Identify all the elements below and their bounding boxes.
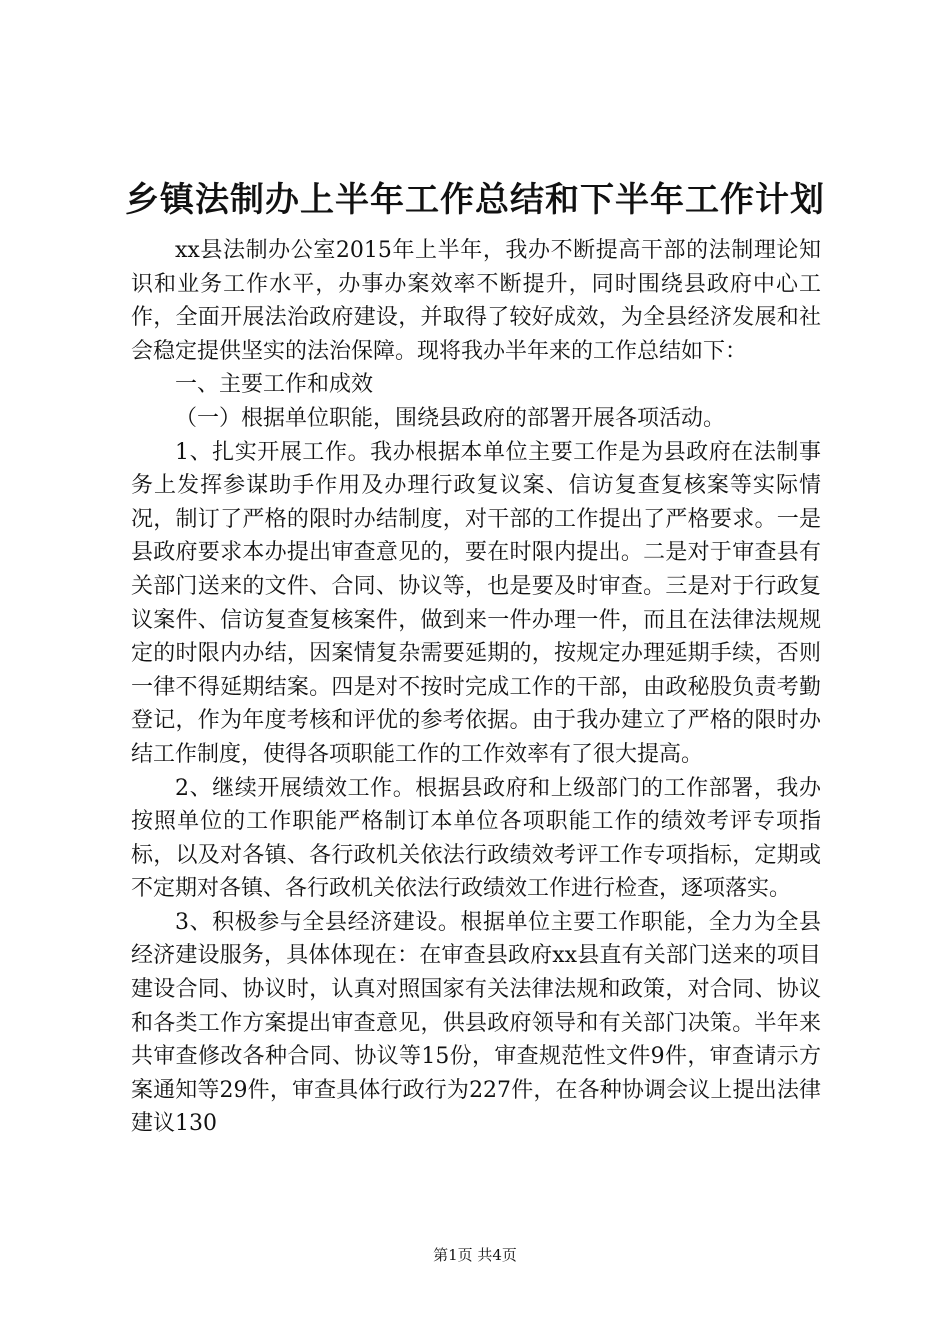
paragraph-item-2: 2、继续开展绩效工作。根据县政府和上级部门的工作部署，我办按照单位的工作职能严格制订本单位各项职能工作的绩效考评专项指标，以及对各镇、各行政机关依法行政绩效考评工作专项指标，定期或不定期对各镇、各行政机关依法行政绩效工作进行检查，逐项落实。 <box>131 775 821 902</box>
document-body <box>131 234 821 1141</box>
document-title: 乡镇法制办上半年工作总结和下半年工作计划 <box>125 180 825 220</box>
paragraph-item-3: 3、积极参与全县经济建设。根据单位主要工作职能，全力为全县经济建设服务，具体体现在：在审查县政府xx县直有关部门送来的项目建设合同、协议时，认真对照国家有关法律法规和政策，对合同、协议和各类工作方案提出审查意见，供县政府领导和有关部门决策。半年来共审查修改各种合同、协议等15份，审查规范性文件9件，审查请示方案通知等29件，审查具体行政行为227件，在各种协调会议上提出法律建议130 <box>131 909 821 1137</box>
paragraph-intro: xx县法制办公室2015年上半年，我办不断提高干部的法制理论知识和业务工作水平，办事办案效率不断提升，同时围绕县政府中心工作，全面开展法治政府建设，并取得了较好成效，为全县经济发展和社会稳定提供坚实的法治保障。现将我办半年来的工作总结如下： <box>131 238 821 364</box>
subsection-heading-1: （一）根据单位职能，围绕县政府的部署开展各项活动。 <box>175 405 726 431</box>
page-number-footer: 第1页 共4页 <box>433 1246 517 1264</box>
section-heading-main-work: 一、主要工作和成效 <box>175 372 374 398</box>
paragraph-item-1: 1、扎实开展工作。我办根据本单位主要工作是为县政府在法制事务上发挥参谋助手作用及办理行政复议案、信访复查复核案等实际情况，制订了严格的限时办结制度，对干部的工作提出了严格要求。一是县政府要求本办提出审查意见的，要在时限内提出。二是对于审查县有关部门送来的文件、合同、协议等，也是要及时审查。三是对于行政复议案件、信访复查复核案件，做到来一件办理一件，而且在法律法规规定的时限内办结，因案情复杂需要延期的，按规定办理延期手续，否则一律不得延期结案。四是对不按时完成工作的干部，由政秘股负责考勤登记，作为年度考核和评优的参考依据。由于我办建立了严格的限时办结工作制度，使得各项职能工作的工作效率有了很大提高。 <box>131 439 821 767</box>
